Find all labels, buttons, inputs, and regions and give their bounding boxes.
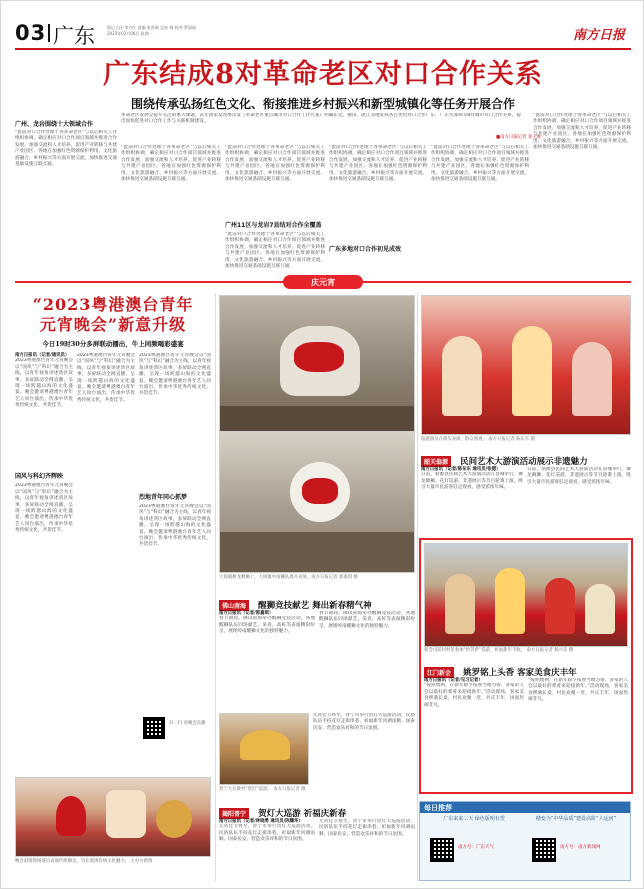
- promo-qr-2[interactable]: [532, 838, 556, 862]
- story6-highlight-box: [419, 538, 633, 794]
- masthead: [15, 19, 631, 47]
- promo-app-2: 南方号：南方新闻网: [560, 845, 601, 850]
- story4-col-2: 春节期间，佛山南海举办醒狮竞技活动，各地醒狮队伍同场献艺，采青、高桩等表演精彩纷呈，展现岭南醒狮文化的独特魅力。: [319, 611, 415, 629]
- promo-box: [419, 801, 631, 881]
- story2-caption: 晚会彩排现场演员表演传统舞龙，旨在展现传统文化魅力。 主办方供图: [15, 859, 153, 864]
- story5-headline-row: [219, 801, 415, 819]
- story6-headline: 姚罗铭上头香 客家美食庆丰年: [463, 668, 577, 678]
- promo-1[interactable]: 广东来来三天 绿色版明有望: [443, 816, 505, 822]
- story2-col-3: 2023粤港澳台青年元宵晚会以“国风”与“科幻”融合为主线，以青年视角讲述湾区故事，多屏联动全网直播，呈现一场跨越山海的文化盛宴。晚会邀请粤港澳台青年艺人同台演出，传承中华优秀传统文化，共贺佳节。 烈地青年同心抓梦 2023粤港澳台青年元宵晚会以“国风”与“科幻”融合为主线，以青年视角讲述湾区故事，多屏联动全网直播，呈现一场跨越山海的文化盛宴。晚会邀请粤港澳台青年艺人同台演出，传承中华优秀传统文化，共贺佳节。 扫一扫 看晚会直播: [139, 353, 211, 833]
- lead-col-6: “此前对口合作处理于各革命老区”与以后相关工作组织协调，确定相应对口合作项目领域并推进合作发展，加强交流和人才培养，促进产业转移与共建产业园区。各地在加强红色资源保护利用、文化旅游融合、乡村振兴等方面开展交流，加快推进交通基础设施互联互通。: [533, 113, 631, 151]
- story3-caption: 巡游演员在街头表演，群众围观。 南方日报记者 陈东东 摄: [421, 437, 535, 442]
- story2-section1: 国风与科幻齐辉映: [15, 473, 64, 481]
- story3-col-2: 日前，翁源县民间艺术大游演活动在县城举行，舞龙舞狮、花灯巡游、非遗展示等节目轮番上演，吸引大量市民游客驻足观看，感受浓浓年味。: [527, 467, 631, 485]
- story2-headline-line1: “2023粤港澳台青年: [32, 295, 194, 314]
- story6-headline-row: [424, 660, 628, 678]
- story2-col-2: 2023粤港澳台青年元宵晚会以“国风”与“科幻”融合为主线，以青年视角讲述湾区故事，多屏联动全网直播，呈现一场跨越山海的文化盛宴。晚会邀请粤港澳台青年艺人同台演出，传承中华优秀传统文化，共贺佳节。: [77, 353, 135, 403]
- section-title: 广东: [53, 24, 95, 48]
- promo-2[interactable]: 精变为“中华品质”建设高阶“大运河”: [535, 816, 617, 822]
- story5-col-1: 南方日报讯（记者/林晓勇 通讯员/陈耀华） 元宵佳节将至，普宁市举行贺灯大巡游活动，民俗队伍手持花灯走街串巷，祈福新年风调雨顺、国泰民安，营造欢乐祥和的节日氛围。: [219, 819, 315, 843]
- promo-label: 每日推荐: [424, 804, 452, 812]
- editors-line: 版记主任·李丹红 责编·张晋新 总检 杨 校对·罗丽丽: [107, 25, 196, 30]
- story3-col-1: 南方日报讯（记者/陈东东 通讯员/张德） 日前，翁源县民间艺术大游演活动在县城举行，舞龙舞狮、花灯巡游、非遗展示等节目轮番上演，吸引大量市民游客驻足观看，感受浓浓年味。: [421, 467, 523, 491]
- story5-caption: 普宁大长陇村“贺灯”巡游。 南方日报记者 摄: [219, 787, 306, 792]
- lead-col-4: “此前对口合作处理于各革命老区”与以后相关工作组织协调，确定相应对口合作项目领域并推进合作发展，加强交流和人才培养，促进产业转移与共建产业园区。各地在加强红色资源保护利用、文化旅游融合、乡村振兴等方面开展交流，加快推进交通基础设施互联互通。 广东多地对口合作初见成效: [329, 145, 427, 253]
- story6-col-2: “按照惯例，在新年除夕按照当地习俗，客家的人会以最好的菜肴来迎接新年。”活动现场，客家美食摆满长桌，村民欢聚一堂，共庆丰年，场面热闹非凡。: [528, 678, 628, 703]
- column-divider: [215, 293, 216, 881]
- story3-headline-row: [421, 449, 631, 467]
- story4-photo: [219, 295, 415, 445]
- story6-col-1: 南方日报讯（记者/见习记者） “按照惯例，在新年除夕按照当地习俗，客家的人会以最好的菜肴来迎接新年。”活动现场，客家美食摆满长桌，村民欢聚一堂，共庆丰年，场面热闹非凡。: [424, 678, 524, 708]
- story4-caption: 大岗镇舞龙舞狮上，大岗镇中南狮队展开表演。南方日报记者 郭嘉琪 摄: [219, 575, 358, 580]
- lead-col-5: “此前对口合作处理于各革命老区”与以后相关工作组织协调，确定相应对口合作项目领域并推进合作发展，加强交流和人才培养，促进产业转移与共建产业园区。各地在加强红色资源保护利用、文化旅游融合、乡村振兴等方面开展交流，加快推进交通基础设施互联互通。: [431, 145, 529, 183]
- story5-location-tag: 揭阳普宁: [219, 808, 249, 819]
- festival-banner-label: 庆元宵: [283, 275, 363, 289]
- page-number: 03: [15, 21, 47, 45]
- promo-app-1: 南方号：广东天气: [458, 845, 494, 850]
- paper-logo: 南方日报: [572, 28, 625, 43]
- lead-headline: 广东结成8对革命老区对口合作关系: [103, 59, 543, 90]
- story2-qr-caption: 扫一扫 看晚会直播: [169, 721, 206, 726]
- story4-headline: 醒狮竞技献艺 舞出新春精气神: [258, 601, 372, 611]
- story2-section2: 烈地青年同心抓梦: [139, 494, 188, 501]
- story2-qr-code[interactable]: [143, 717, 165, 739]
- story2-subhead: 今日19时30分多屏联动播出，牛上同频喝彩盛宴: [42, 340, 184, 348]
- story5-side-text: 元宵佳节将至，普宁市举行贺灯大巡游活动，民俗队伍手持花灯走街串巷，祈福新年风调雨顺、国泰民安，营造欢乐祥和的节日氛围。: [313, 713, 415, 731]
- lead-intro: 革命老区发展是提升关注的重大课题，去年国家发改委印发《革命老区重点城市对口合作工作方案》明确东莞、佛山、湛江等地发挥各自优势对口合作广东、广东至深圳等8对城市对口合作关系，提出加快促进对口合作工作与关联机制建设。: [121, 113, 521, 125]
- story2-headline-line2: 元宵晚会”新意升级: [39, 315, 187, 334]
- story2-col-1: 南方日报讯（记者/通讯员） 2023粤港澳台青年元宵晚会以“国风”与“科幻”融合为主线，以青年视角讲述湾区故事，多屏联动全网直播，呈现一场跨越山海的文化盛宴。晚会邀请粤港澳台青年艺人同台演出，传承中华优秀传统文化，共贺佳节。 国风与科幻齐辉映 2023粤港澳台青年元宵晚会以“国风”与“科幻”融合为主线，以青年视角讲述湾区故事，多屏联动全网直播，呈现一场跨越山海的文化盛宴。晚会邀请粤港澳台青年艺人同台演出，传承中华优秀传统文化，共贺佳节。: [15, 353, 73, 534]
- lead-col-2: “此前对口合作处理于各革命老区”与以后相关工作组织协调，确定相应对口合作项目领域并推进合作发展，加强交流和人才培养，促进产业转移与共建产业园区。各地在加强红色资源保护利用、文化旅游融合、乡村振兴等方面开展交流，加快推进交通基础设施互联互通。: [121, 145, 221, 183]
- lead-subhead: 围绕传承弘扬红色文化、衔接推进乡村振兴和新型城镇化等任务开展合作: [130, 97, 515, 111]
- lead-byline: ■南方日报记者 张子俊: [495, 135, 541, 140]
- lead-col-1: [15, 119, 117, 269]
- story6-caption: 新会司前村村民参加“抬菩萨”巡游，祈福新年丰收。 南方日报记者 杨兴乐 摄: [424, 648, 574, 653]
- story4-large-photo: [219, 431, 415, 573]
- story6-location-tag: 江门新会: [424, 667, 454, 678]
- story4-headline-row: [219, 593, 415, 611]
- lead-col4-title: 广东多地对口合作初见成效: [329, 246, 402, 253]
- lead-col3-title: 广州11区与龙岩7县结对合作全覆盖: [225, 222, 322, 229]
- story5-col-2: 元宵佳节将至，普宁市举行贺灯大巡游活动，民俗队伍手持花灯走街串巷，祈福新年风调雨顺、国泰民安，营造欢乐祥和的节日氛围。: [319, 819, 415, 837]
- story3-photo: [421, 295, 631, 435]
- story3-headline: 民间艺术大游演活动展示非遗魅力: [460, 457, 588, 467]
- story2-photo: [15, 777, 211, 857]
- story2-headline: [15, 295, 211, 335]
- header-rule: [15, 48, 631, 50]
- story3-location-tag: 韶关翁源: [421, 456, 451, 467]
- lead-col1-title: 广州、龙岩围绕十大领域合作: [15, 121, 94, 128]
- festival-banner: [15, 275, 631, 289]
- lead-col1-text: “此前对口合作处理于各革命老区”与以后相关工作组织协调，确定相应对口合作项目领域并推进合作发展，加强交流和人才培养，促进产业转移与共建产业园区。各地在加强红色资源保护利用、文化旅游融合、乡村振兴等方面开展交流，加快推进交通基础设施互联互通。: [15, 130, 117, 168]
- story5-headline: 贺灯大巡游 祈福庆新春: [258, 809, 347, 819]
- story4-location-tag: 佛山南海: [219, 600, 249, 611]
- lead-col-3: “此前对口合作处理于各革命老区”与以后相关工作组织协调，确定相应对口合作项目领域并推进合作发展，加强交流和人才培养，促进产业转移与共建产业园区。各地在加强红色资源保护利用、文化旅游融合、乡村振兴等方面开展交流，加快推进交通基础设施互联互通。 广州11区与龙岩7县结对合作全覆盖 “此前对口合作处理于各革命老区”与以后相关工作组织协调，确定相应对口合作项目领域并推进合作发展，加强交流和人才培养，促进产业转移与共建产业园区。各地在加强红色资源保护利用、文化旅游融合、乡村振兴等方面开展交流，加快推进交通基础设施互联互通。: [225, 145, 325, 270]
- story6-photo: [424, 543, 628, 647]
- edition-meta: [107, 25, 307, 37]
- promo-qr-1[interactable]: [430, 838, 454, 862]
- story4-col-1: 南方日报讯（记者/郭嘉琪） 春节期间，佛山南海举办醒狮竞技活动，各地醒狮队伍同场献艺，采青、高桩等表演精彩纷呈，展现岭南醒狮文化的独特魅力。: [219, 611, 315, 635]
- story5-photo: [219, 713, 309, 785]
- date-line: 2023年02月06日 星期一: [107, 31, 153, 36]
- column-divider: [417, 293, 418, 881]
